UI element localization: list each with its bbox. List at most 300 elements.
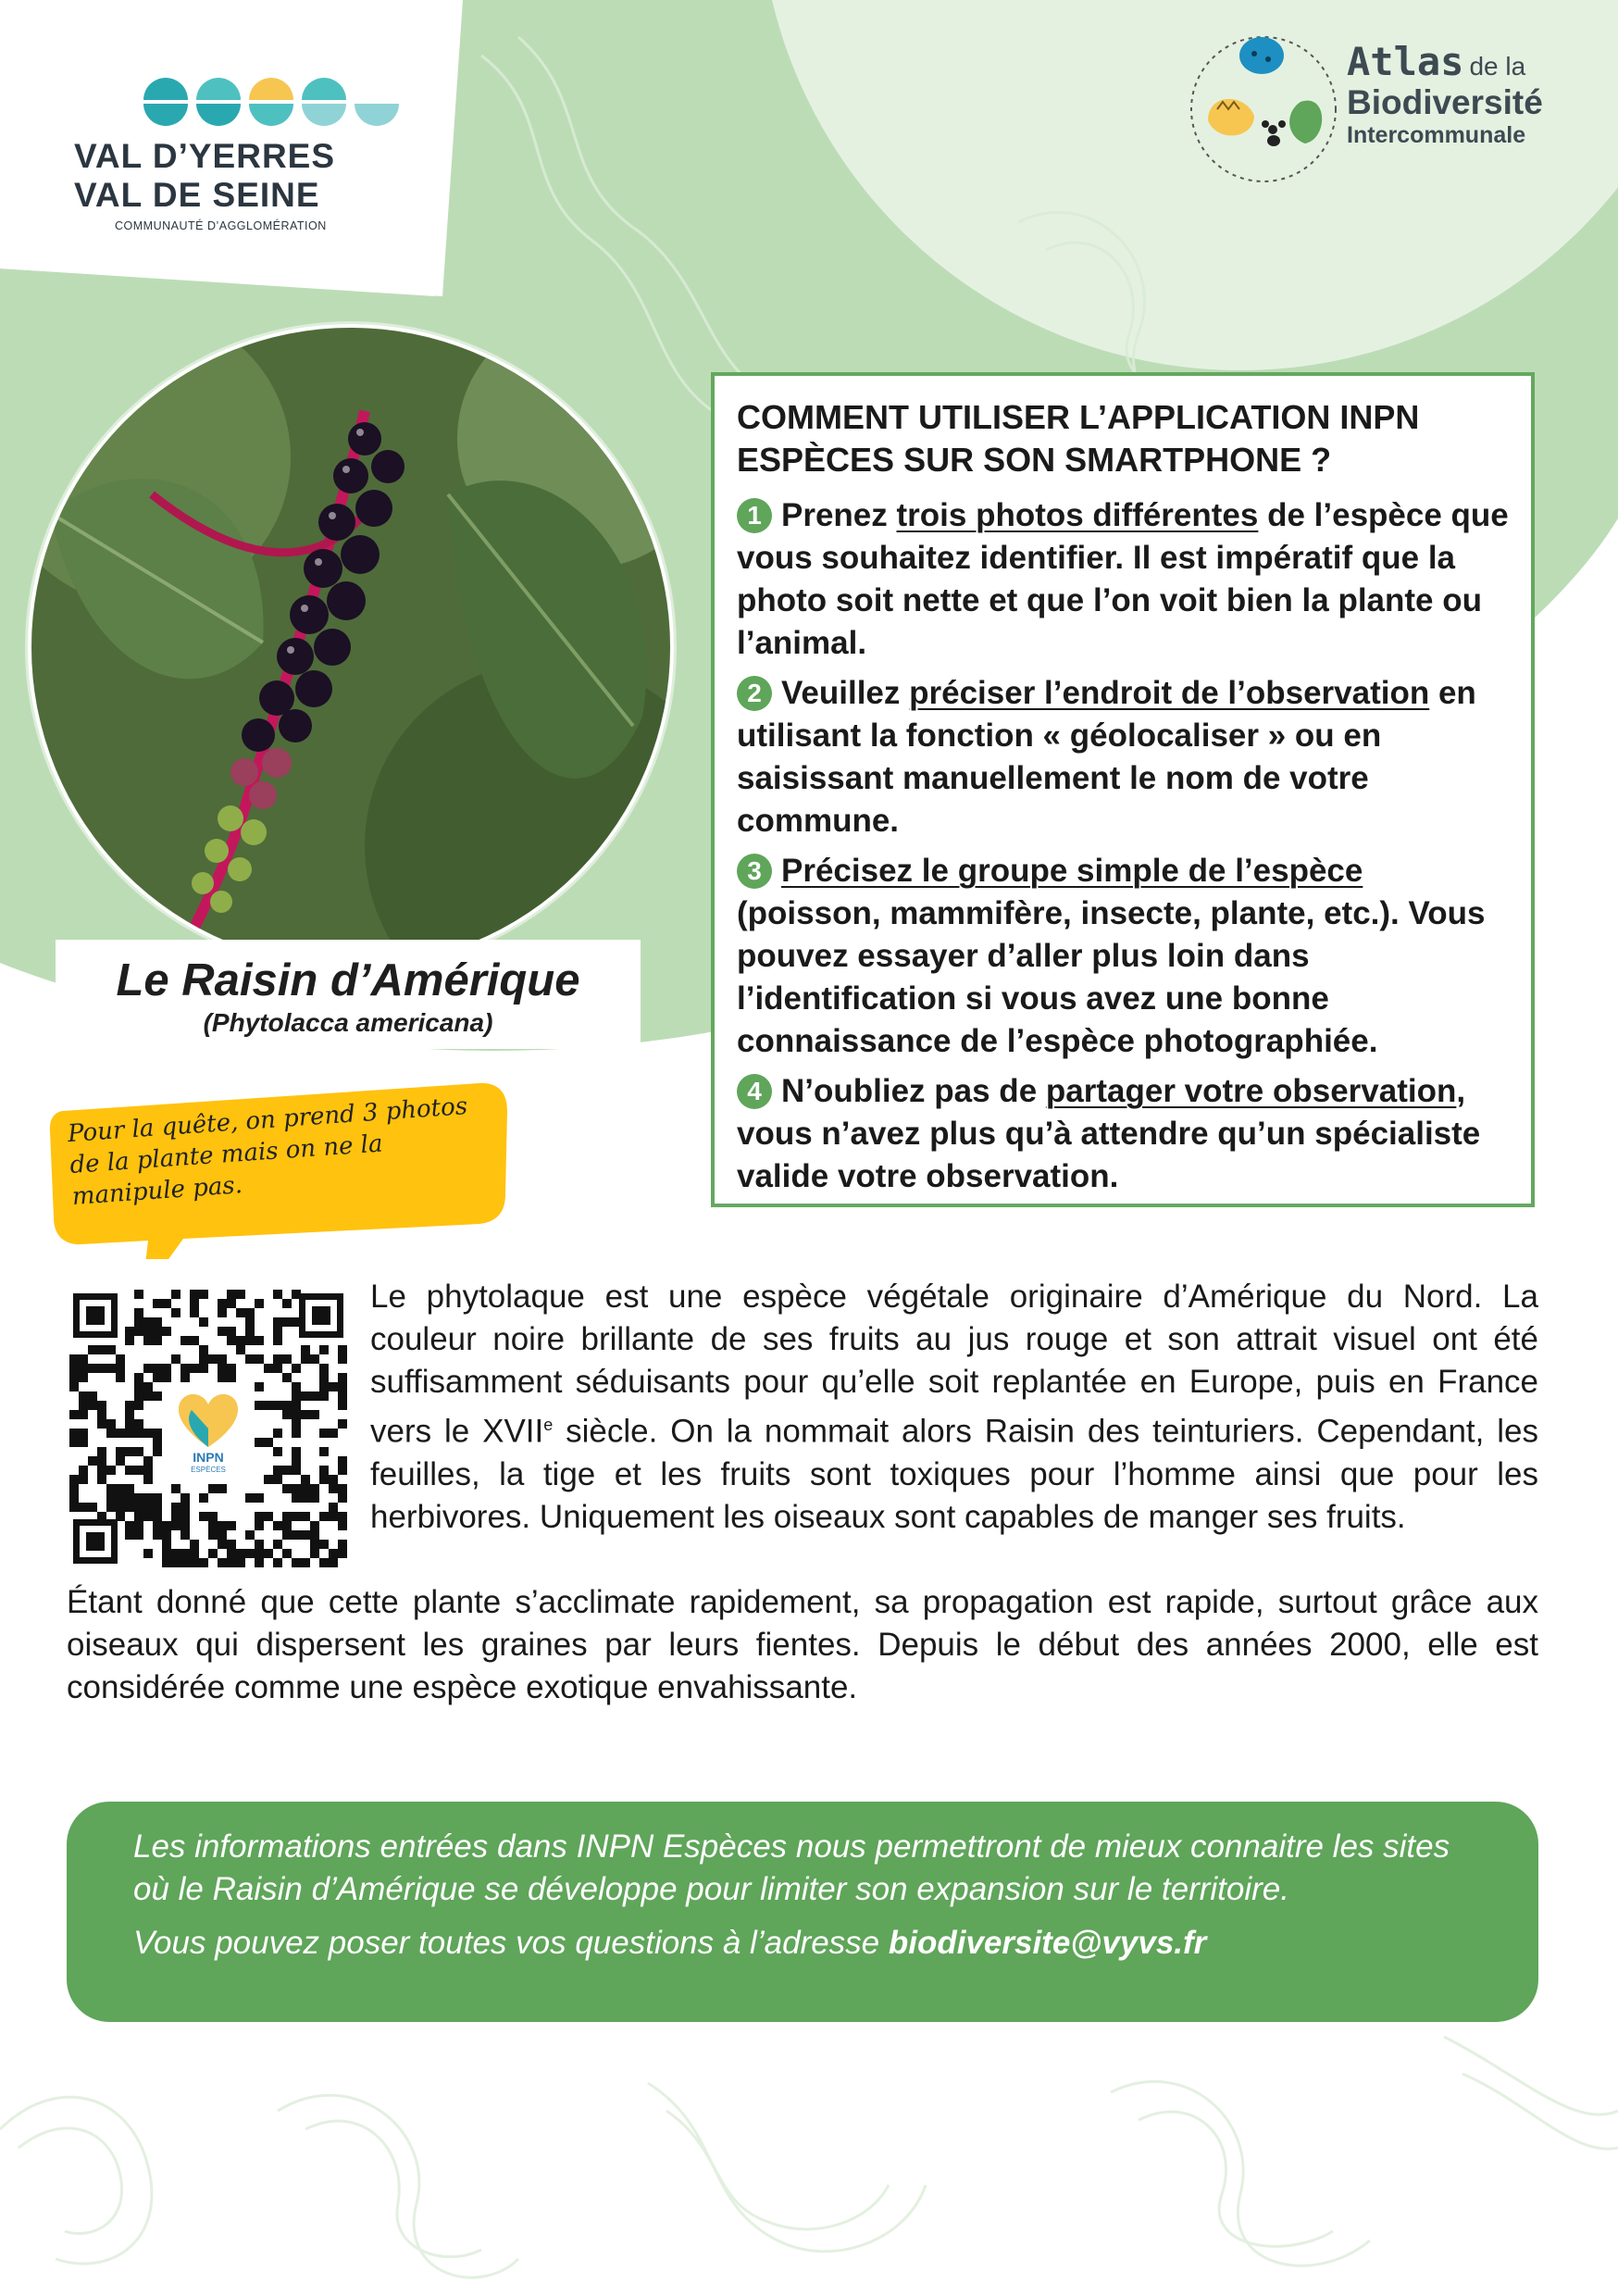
qr-module — [310, 1530, 319, 1540]
qr-module — [79, 1438, 88, 1447]
qr-module — [190, 1299, 199, 1308]
qr-module — [319, 1558, 329, 1567]
qr-module — [180, 1512, 190, 1521]
qr-module — [245, 1549, 255, 1558]
qr-module — [208, 1512, 218, 1521]
qr-module — [319, 1382, 329, 1391]
qr-module — [292, 1456, 301, 1466]
qr-module — [143, 1493, 153, 1503]
step-3-after: (poisson, mammifère, insecte, plante, etc.). Vous pouvez essayer d’aller plus loin dans l’identification si vous avez une bonne connaissance de l’espèce photographiée. — [737, 895, 1486, 1059]
qr-module — [282, 1410, 292, 1419]
qr-module — [171, 1558, 180, 1567]
qr-module — [236, 1336, 245, 1345]
qr-module — [106, 1364, 116, 1373]
qr-module — [134, 1373, 143, 1382]
qr-module — [301, 1484, 310, 1493]
qr-module — [208, 1521, 218, 1530]
qr-module — [97, 1345, 106, 1354]
qr-module — [125, 1530, 134, 1540]
atlas-word: Atlas — [1347, 39, 1464, 84]
para1-superscript: e — [543, 1416, 554, 1434]
qr-module — [218, 1354, 227, 1364]
howto-step-4 — [737, 1070, 1509, 1198]
qr-module — [301, 1410, 310, 1419]
qr-module — [106, 1466, 116, 1475]
pokeweed-berries-image — [31, 328, 670, 967]
qr-module — [134, 1447, 143, 1456]
qr-module — [171, 1549, 180, 1558]
qr-module — [245, 1530, 255, 1540]
step-4-after: , vous n’avez plus qu’à attendre qu’un spécialiste valide votre observation. — [737, 1073, 1481, 1194]
qr-module — [143, 1336, 153, 1345]
qr-module — [153, 1327, 162, 1336]
qr-module — [319, 1373, 329, 1382]
qr-module — [190, 1549, 199, 1558]
qr-module — [180, 1336, 190, 1345]
qr-module — [106, 1493, 116, 1503]
qr-inpn-label: INPN — [193, 1450, 224, 1465]
qr-module — [199, 1290, 208, 1299]
contact-email-link[interactable]: biodiversite@vyvs.fr — [888, 1925, 1207, 1961]
howto-step-1 — [737, 494, 1509, 665]
qr-module — [69, 1484, 79, 1493]
howto-step-3 — [737, 850, 1509, 1063]
qr-module — [338, 1493, 347, 1503]
qr-module — [171, 1503, 180, 1512]
qr-module — [319, 1345, 329, 1354]
qr-module — [153, 1373, 162, 1382]
qr-module — [329, 1382, 338, 1391]
qr-module — [310, 1540, 319, 1549]
qr-module — [69, 1373, 79, 1382]
qr-module — [282, 1299, 292, 1308]
qr-module — [338, 1484, 347, 1493]
qr-module — [245, 1336, 255, 1345]
bubble-text: Pour la quête, on prend 3 photos de la plante mais on ne la manipule pas. — [67, 1092, 469, 1211]
qr-module — [143, 1503, 153, 1512]
qr-module — [319, 1512, 329, 1521]
qr-module — [301, 1512, 310, 1521]
val-dyerres-title: VAL D’YERRES VAL DE SEINE — [74, 137, 336, 214]
qr-module — [338, 1549, 347, 1558]
qr-module — [273, 1540, 282, 1549]
qr-module — [88, 1391, 97, 1401]
qr-module — [134, 1290, 143, 1299]
qr-module — [153, 1299, 162, 1308]
qr-module — [162, 1299, 171, 1308]
qr-module — [153, 1429, 162, 1438]
qr-module — [69, 1354, 79, 1364]
qr-module — [310, 1391, 319, 1401]
qr-module — [227, 1521, 236, 1530]
qr-module — [180, 1549, 190, 1558]
qr-module — [273, 1327, 282, 1336]
qr-module — [79, 1429, 88, 1438]
qr-module — [292, 1466, 301, 1475]
qr-module — [310, 1521, 319, 1530]
para1-part-b: siècle. On la nommait alors Raisin des teinturiers. Cependant, les feuilles, la tige et les fruits sont toxiques pour l’homme ainsi que pour les herbivores. Uniquement les oiseaux sont capables de manger ses fruits. — [370, 1413, 1538, 1535]
qr-module — [134, 1419, 143, 1429]
qr-module — [264, 1438, 273, 1447]
qr-module — [273, 1364, 282, 1373]
qr-module — [153, 1317, 162, 1327]
qr-module — [69, 1382, 79, 1391]
qr-module — [190, 1336, 199, 1345]
qr-module — [329, 1475, 338, 1484]
qr-module — [301, 1354, 310, 1364]
species-caption — [56, 940, 641, 1049]
qr-module — [319, 1540, 329, 1549]
qr-module — [97, 1475, 106, 1484]
qr-module — [292, 1558, 301, 1567]
qr-module — [273, 1521, 282, 1530]
qr-module — [338, 1419, 347, 1429]
qr-module — [282, 1373, 292, 1382]
qr-module — [125, 1429, 134, 1438]
qr-module — [143, 1466, 153, 1475]
qr-module — [282, 1521, 292, 1530]
qr-module — [329, 1549, 338, 1558]
qr-module — [292, 1484, 301, 1493]
qr-module — [255, 1540, 264, 1549]
qr-module — [116, 1456, 125, 1466]
qr-module — [301, 1493, 310, 1503]
qr-module — [134, 1391, 143, 1401]
description-paragraph-1 — [370, 1276, 1538, 1539]
qr-module — [245, 1308, 255, 1317]
qr-module — [227, 1336, 236, 1345]
qr-module — [319, 1475, 329, 1484]
qr-module — [69, 1503, 79, 1512]
qr-module — [255, 1336, 264, 1345]
qr-module — [116, 1484, 125, 1493]
qr-module — [236, 1290, 245, 1299]
qr-module — [88, 1456, 97, 1466]
qr-module — [69, 1438, 79, 1447]
qr-module — [255, 1558, 264, 1567]
qr-module — [153, 1447, 162, 1456]
qr-module — [301, 1345, 310, 1354]
qr-module — [162, 1530, 171, 1540]
qr-module — [338, 1401, 347, 1410]
qr-module — [97, 1410, 106, 1419]
qr-module — [134, 1512, 143, 1521]
qr-module — [338, 1540, 347, 1549]
howto-title: COMMENT UTILISER L’APPLICATION INPN ESPÈCES SUR SON SMARTPHONE ? — [737, 398, 1420, 479]
banner-line-2-prefix: Vous pouvez poser toutes vos questions à l’adresse — [133, 1925, 889, 1961]
qr-module — [227, 1364, 236, 1373]
qr-module — [329, 1484, 338, 1493]
qr-module — [227, 1327, 236, 1336]
qr-module — [273, 1336, 282, 1345]
qr-module — [69, 1475, 79, 1484]
qr-module — [338, 1382, 347, 1391]
qr-module — [245, 1327, 255, 1336]
qr-module — [180, 1558, 190, 1567]
qr-module — [180, 1530, 190, 1540]
qr-module — [125, 1521, 134, 1530]
qr-module — [143, 1429, 153, 1438]
qr-module — [134, 1429, 143, 1438]
qr-module — [106, 1419, 116, 1429]
qr-module — [143, 1327, 153, 1336]
qr-module — [143, 1364, 153, 1373]
qr-module — [301, 1475, 310, 1484]
howto-box — [711, 372, 1535, 1207]
qr-module — [218, 1530, 227, 1540]
qr-module — [227, 1299, 236, 1308]
qr-module — [106, 1503, 116, 1512]
qr-module — [264, 1512, 273, 1521]
species-scientific-name: (Phytolacca americana) — [203, 1008, 493, 1037]
qr-module — [134, 1530, 143, 1540]
qr-module — [125, 1466, 134, 1475]
qr-module — [208, 1530, 218, 1540]
qr-module — [143, 1456, 153, 1466]
val-dyerres-subtitle: COMMUNAUTÉ D’AGGLOMÉRATION — [115, 219, 327, 232]
qr-module — [273, 1475, 282, 1484]
qr-module — [69, 1493, 79, 1503]
qr-module — [255, 1521, 264, 1530]
qr-module — [79, 1364, 88, 1373]
qr-module — [218, 1308, 227, 1317]
step-3-highlight: Précisez le groupe simple de l’espèce — [781, 853, 1363, 889]
step-4-highlight: partager votre observation — [1045, 1073, 1457, 1109]
qr-module — [171, 1308, 180, 1317]
qr-module — [171, 1290, 180, 1299]
qr-module — [227, 1373, 236, 1382]
qr-module — [116, 1503, 125, 1512]
banner-line-1: Les informations entrées dans INPN Espèces nous permettront de mieux connaitre les sites où le Raisin d’Amérique se développe pour limiter son expansion sur le territoire. — [133, 1828, 1450, 1907]
qr-module — [255, 1512, 264, 1521]
atlas-biodiversite-logo — [1347, 39, 1587, 149]
qr-module — [190, 1364, 199, 1373]
qr-module — [273, 1429, 282, 1438]
qr-module — [218, 1364, 227, 1373]
qr-module — [292, 1410, 301, 1419]
qr-module — [153, 1521, 162, 1530]
qr-module — [143, 1549, 153, 1558]
qr-module — [143, 1475, 153, 1484]
qr-module — [134, 1503, 143, 1512]
qr-module — [282, 1484, 292, 1493]
qr-module — [97, 1466, 106, 1475]
qr-module — [273, 1447, 282, 1456]
qr-module — [199, 1354, 208, 1364]
qr-module — [264, 1364, 273, 1373]
qr-module — [338, 1345, 347, 1354]
qr-module — [282, 1317, 292, 1327]
qr-module — [273, 1317, 282, 1327]
qr-module — [97, 1364, 106, 1373]
qr-module — [134, 1317, 143, 1327]
qr-module — [190, 1558, 199, 1567]
qr-module — [310, 1410, 319, 1419]
atlas-de-la: de la — [1469, 52, 1526, 81]
qr-module — [273, 1401, 282, 1410]
qr-module — [97, 1401, 106, 1410]
qr-module — [97, 1447, 106, 1456]
qr-module — [255, 1401, 264, 1410]
qr-module — [282, 1512, 292, 1521]
qr-module — [171, 1521, 180, 1530]
qr-module — [264, 1475, 273, 1484]
qr-module — [171, 1484, 180, 1493]
qr-module — [116, 1429, 125, 1438]
qr-module — [162, 1540, 171, 1549]
qr-module — [236, 1345, 245, 1354]
qr-module — [218, 1558, 227, 1567]
qr-module — [338, 1521, 347, 1530]
qr-module — [282, 1466, 292, 1475]
qr-module — [180, 1503, 190, 1512]
qr-module — [180, 1521, 190, 1530]
step-2-highlight: préciser l’endroit de l’observation — [909, 675, 1430, 711]
qr-module — [79, 1401, 88, 1410]
qr-module — [97, 1456, 106, 1466]
qr-module — [116, 1364, 125, 1373]
step-number-1: 1 — [737, 498, 772, 533]
qr-module — [329, 1558, 338, 1567]
qr-module — [116, 1373, 125, 1382]
qr-module — [218, 1521, 227, 1530]
qr-module — [236, 1558, 245, 1567]
qr-module — [134, 1466, 143, 1475]
qr-module — [227, 1540, 236, 1549]
qr-module — [180, 1493, 190, 1503]
qr-module — [143, 1317, 153, 1327]
qr-module — [106, 1345, 116, 1354]
step-2-after: en utilisant la fonction « géolocaliser » ou en saisissant manuellement le nom de votre commune. — [737, 675, 1476, 839]
qr-module — [153, 1530, 162, 1540]
qr-module — [134, 1382, 143, 1391]
qr-module — [199, 1345, 208, 1354]
qr-module — [162, 1327, 171, 1336]
qr-module — [338, 1354, 347, 1364]
step-number-3: 3 — [737, 854, 772, 889]
qr-module — [338, 1512, 347, 1521]
qr-module — [79, 1391, 88, 1401]
qr-module — [310, 1354, 319, 1364]
qr-module — [106, 1484, 116, 1493]
atlas-intercommunale: Intercommunale — [1347, 122, 1526, 148]
qr-module — [319, 1364, 329, 1373]
qr-module — [319, 1429, 329, 1438]
qr-module — [106, 1429, 116, 1438]
qr-module — [190, 1540, 199, 1549]
qr-module — [319, 1391, 329, 1401]
qr-module — [338, 1466, 347, 1475]
qr-module — [310, 1493, 319, 1503]
qr-module — [125, 1336, 134, 1345]
species-common-name: Le Raisin d’Amérique — [116, 955, 580, 1005]
qr-module — [125, 1493, 134, 1503]
qr-module — [162, 1558, 171, 1567]
qr-module — [125, 1327, 134, 1336]
qr-module — [88, 1503, 97, 1512]
qr-module — [199, 1493, 208, 1503]
step-1-after: de l’espèce que vous souhaitez identifier. Il est impératif que la photo soit nette et que l’on voit bien la plante ou l’animal. — [737, 497, 1509, 661]
qr-module — [218, 1484, 227, 1493]
qr-module — [338, 1391, 347, 1401]
qr-module — [116, 1354, 125, 1364]
qr-module — [208, 1549, 218, 1558]
qr-module — [97, 1419, 106, 1429]
qr-module — [153, 1503, 162, 1512]
qr-module — [319, 1447, 329, 1456]
species-photo — [28, 324, 674, 970]
qr-module — [180, 1373, 190, 1382]
qr-module — [227, 1290, 236, 1299]
para1-part-a: Le phytolaque est une espèce végétale originaire d’Amérique du Nord. La couleur noire brillante de ses fruits au jus rouge et son attrait visuel ont été suffisamment séduisants pour qu’elle soit replantée en Europe, puis en France vers le XVII — [370, 1279, 1538, 1450]
qr-module — [282, 1401, 292, 1410]
qr-module — [292, 1382, 301, 1391]
qr-module — [292, 1429, 301, 1438]
qr-module — [218, 1327, 227, 1336]
qr-module — [338, 1373, 347, 1382]
step-number-4: 4 — [737, 1074, 772, 1109]
step-1-highlight: trois photos différentes — [896, 497, 1259, 533]
qr-module — [273, 1354, 282, 1364]
qr-module — [245, 1317, 255, 1327]
qr-module — [218, 1540, 227, 1549]
qr-module — [208, 1484, 218, 1493]
qr-module — [153, 1364, 162, 1373]
qr-module — [69, 1429, 79, 1438]
qr-module — [199, 1364, 208, 1373]
qr-module — [292, 1530, 301, 1540]
qr-module — [116, 1493, 125, 1503]
qr-module — [69, 1410, 79, 1419]
qr-module — [134, 1327, 143, 1336]
qr-module — [162, 1373, 171, 1382]
qr-module — [218, 1299, 227, 1308]
qr-module — [125, 1503, 134, 1512]
qr-module — [143, 1512, 153, 1521]
qr-module — [310, 1484, 319, 1493]
qr-module — [134, 1308, 143, 1317]
qr-module — [69, 1364, 79, 1373]
qr-module — [255, 1299, 264, 1308]
qr-module — [79, 1410, 88, 1419]
qr-module — [88, 1401, 97, 1410]
qr-module — [310, 1549, 319, 1558]
info-banner — [67, 1802, 1538, 2022]
qr-module — [319, 1466, 329, 1475]
qr-module — [255, 1382, 264, 1391]
qr-module — [88, 1345, 97, 1354]
qr-code[interactable] — [69, 1290, 347, 1567]
qr-module — [292, 1401, 301, 1410]
qr-module — [255, 1438, 264, 1447]
qr-module — [116, 1447, 125, 1456]
qr-module — [153, 1438, 162, 1447]
qr-module — [190, 1290, 199, 1299]
qr-module — [125, 1447, 134, 1456]
qr-module — [125, 1419, 134, 1429]
qr-module — [292, 1391, 301, 1401]
qr-module — [236, 1549, 245, 1558]
qr-module — [338, 1456, 347, 1466]
qr-module — [162, 1364, 171, 1373]
qr-module — [264, 1401, 273, 1410]
qr-module — [245, 1354, 255, 1364]
qr-module — [282, 1530, 292, 1540]
qr-module — [245, 1493, 255, 1503]
qr-module — [134, 1401, 143, 1410]
qr-module — [227, 1549, 236, 1558]
qr-module — [171, 1512, 180, 1521]
